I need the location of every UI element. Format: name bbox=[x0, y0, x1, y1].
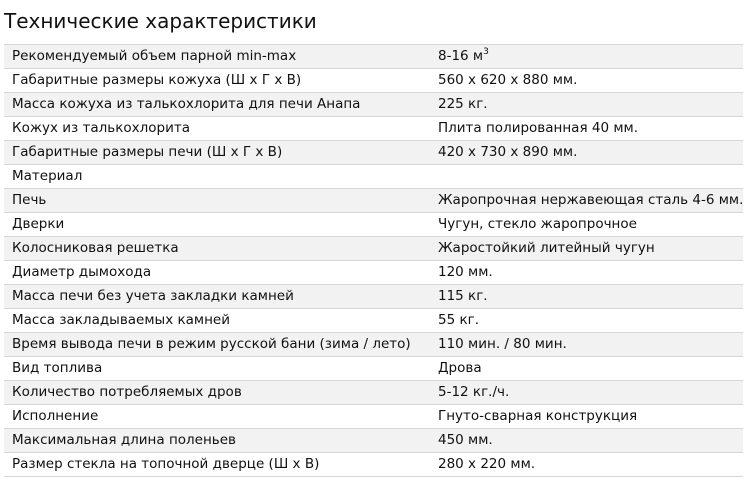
spec-value: Чугун, стекло жаропрочное bbox=[430, 213, 743, 237]
spec-value: 225 кг. bbox=[430, 93, 743, 117]
spec-value: 120 мм. bbox=[430, 261, 743, 285]
spec-name: Вид топлива bbox=[4, 357, 430, 381]
table-row bbox=[4, 141, 743, 165]
table-row bbox=[4, 453, 743, 477]
spec-name: Размер стекла на топочной дверце (Ш х В) bbox=[4, 453, 430, 477]
table-row bbox=[4, 285, 743, 309]
spec-value: 450 мм. bbox=[430, 429, 743, 453]
spec-value: Жаростойкий литейный чугун bbox=[430, 237, 743, 261]
spec-name: Масса печи без учета закладки камней bbox=[4, 285, 430, 309]
spec-name: Материал bbox=[4, 165, 430, 189]
spec-value: Дрова bbox=[430, 357, 743, 381]
table-row bbox=[4, 45, 743, 69]
specs-table bbox=[4, 44, 743, 477]
spec-name: Габаритные размеры кожуха (Ш х Г х В) bbox=[4, 69, 430, 93]
spec-name: Масса кожуха из талькохлорита для печи Анапа bbox=[4, 93, 430, 117]
spec-name: Диаметр дымохода bbox=[4, 261, 430, 285]
spec-value: Жаропрочная нержавеющая сталь 4-6 мм. bbox=[430, 189, 743, 213]
spec-name: Габаритные размеры печи (Ш х Г х В) bbox=[4, 141, 430, 165]
spec-name: Время вывода печи в режим русской бани (зима / лето) bbox=[4, 333, 430, 357]
table-row bbox=[4, 237, 743, 261]
spec-name: Рекомендуемый объем парной min-max bbox=[4, 45, 430, 69]
spec-name: Кожух из талькохлорита bbox=[4, 117, 430, 141]
spec-value: 55 кг. bbox=[430, 309, 743, 333]
spec-value: Плита полированная 40 мм. bbox=[430, 117, 743, 141]
spec-name: Печь bbox=[4, 189, 430, 213]
spec-name: Максимальная длина поленьев bbox=[4, 429, 430, 453]
table-row bbox=[4, 165, 743, 189]
page-title: Технические характеристики bbox=[4, 9, 317, 33]
table-row bbox=[4, 429, 743, 453]
spec-value: 110 мин. / 80 мин. bbox=[430, 333, 743, 357]
spec-name: Количество потребляемых дров bbox=[4, 381, 430, 405]
spec-value: 560 х 620 х 880 мм. bbox=[430, 69, 743, 93]
table-row bbox=[4, 381, 743, 405]
spec-name: Дверки bbox=[4, 213, 430, 237]
table-row bbox=[4, 93, 743, 117]
table-row bbox=[4, 405, 743, 429]
table-row bbox=[4, 69, 743, 93]
table-row bbox=[4, 117, 743, 141]
table-row bbox=[4, 261, 743, 285]
table-row bbox=[4, 333, 743, 357]
unit-exponent: 3 bbox=[483, 46, 489, 57]
spec-value: 420 х 730 х 890 мм. bbox=[430, 141, 743, 165]
table-row bbox=[4, 189, 743, 213]
spec-value: 5-12 кг./ч. bbox=[430, 381, 743, 405]
table-row bbox=[4, 357, 743, 381]
spec-value bbox=[430, 45, 743, 69]
spec-value: 115 кг. bbox=[430, 285, 743, 309]
table-row bbox=[4, 309, 743, 333]
table-row bbox=[4, 213, 743, 237]
spec-value: Гнуто-сварная конструкция bbox=[430, 405, 743, 429]
spec-name: Колосниковая решетка bbox=[4, 237, 430, 261]
spec-name: Исполнение bbox=[4, 405, 430, 429]
spec-name: Масса закладываемых камней bbox=[4, 309, 430, 333]
spec-value bbox=[430, 165, 743, 189]
spec-value-text: 8-16 м bbox=[438, 48, 484, 64]
spec-value: 280 х 220 мм. bbox=[430, 453, 743, 477]
